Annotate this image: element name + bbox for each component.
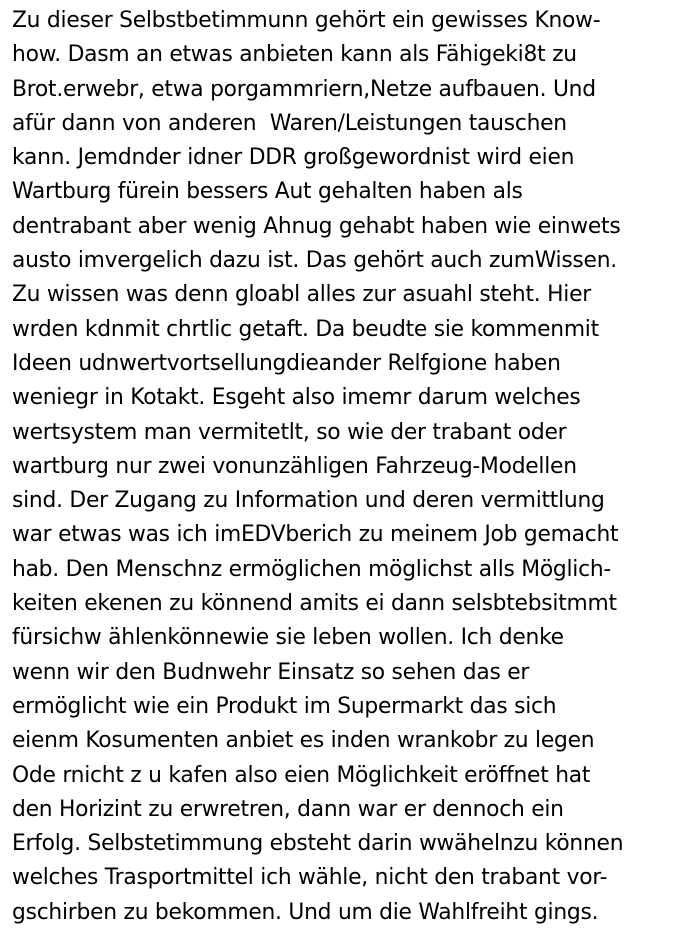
text-line: welches Trasportmittel ich wähle, nicht den trabant vor- xyxy=(12,865,608,891)
text-line: Brot.erwebr, etwa porgammriern,Netze aufbauen. Und xyxy=(12,76,596,102)
text-line: wartburg nur zwei vonunzähligen Fahrzeug-Modellen xyxy=(12,453,577,479)
text-line: Zu dieser Selbstbetimmunn gehört ein gewisses Know- xyxy=(12,8,601,33)
text-line: wrden kdnmit chrtlic getaft. Da beudte sie kommenmit xyxy=(12,316,599,342)
text-line: hab. Den Menschnz ermöglichen möglichst alls Möglich- xyxy=(12,556,612,582)
text-line: dentrabant aber wenig Ahnug gehabt haben wie einwets xyxy=(12,213,621,239)
text-line: Ideen udnwertvortsellungdieander Relfgione haben xyxy=(12,350,561,376)
text-line: afür dann von anderen Waren/Leistungen tauschen xyxy=(12,110,567,136)
text-line: Wartburg fürein bessers Aut gehalten haben als xyxy=(12,179,523,205)
text-line: Erfolg. Selbstetimmung ebsteht darin wwähelnzu können xyxy=(12,831,624,857)
text-line: fürsichw ählenkönnewie sie leben wollen. Ich denke xyxy=(12,625,564,651)
text-line: wenn wir den Budnwehr Einsatz so sehen das er xyxy=(12,659,530,685)
text-line: ermöglicht wie ein Produkt im Supermarkt das sich xyxy=(12,693,557,719)
text-line: weniegr in Kotakt. Esgeht also imemr darum welches xyxy=(12,385,581,411)
text-line: kann. Jemdnder idner DDR großgewordnist wird eien xyxy=(12,145,575,171)
text-line: Zu wissen was denn gloabl alles zur asuahl steht. Hier xyxy=(12,282,591,308)
text-line: how. Dasm an etwas anbieten kann als Fähigeki8t zu xyxy=(12,42,577,68)
text-line: gschirben zu bekommen. Und um die Wahlfreiht gings. xyxy=(12,899,599,925)
text-line: den Horizint zu erwretren, dann war er dennoch ein xyxy=(12,796,564,822)
text-line: wertsystem man vermitetlt, so wie der trabant oder xyxy=(12,419,567,445)
body-text xyxy=(12,4,680,930)
text-line: sind. Der Zugang zu Information und deren vermittlung xyxy=(12,488,605,514)
text-line: war etwas was ich imEDVberich zu meinem Job gemacht xyxy=(12,522,619,548)
text-line: eienm Kosumenten anbiet es inden wrankobr zu legen xyxy=(12,728,595,754)
text-line: Ode rnicht z u kafen also eien Möglichkeit eröffnet hat xyxy=(12,762,591,788)
text-line: keiten ekenen zu könnend amits ei dann selsbtebsitmmt xyxy=(12,591,617,617)
text-line: austo imvergelich dazu ist. Das gehört auch zumWissen. xyxy=(12,248,617,274)
